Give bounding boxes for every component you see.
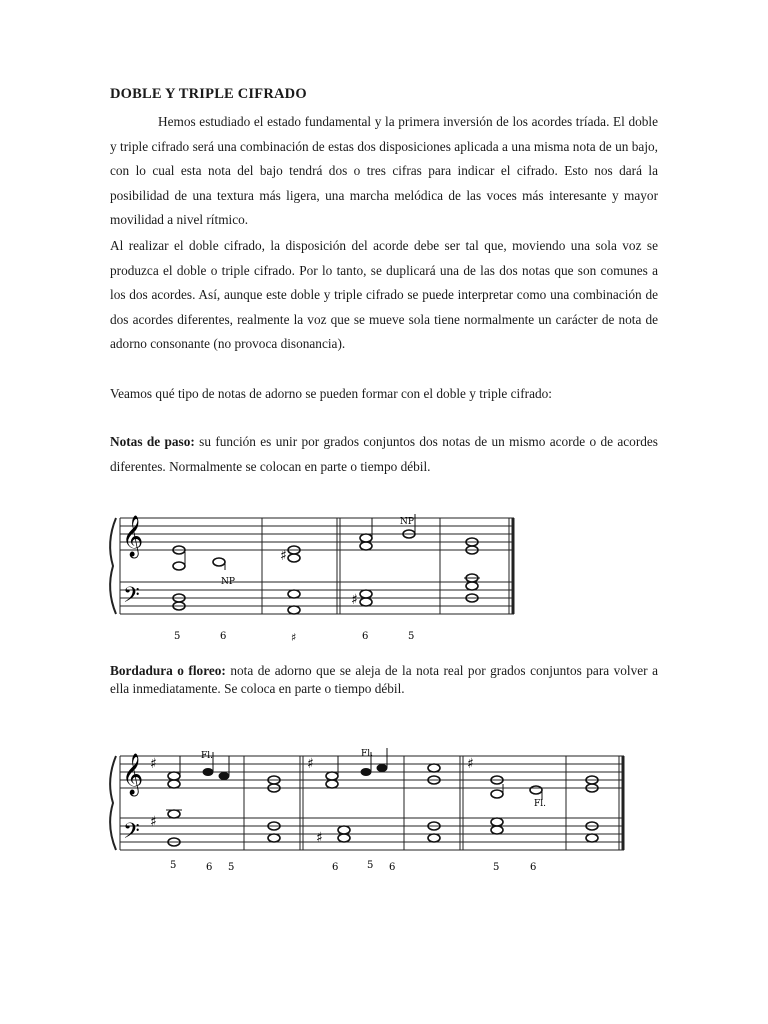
figure: 6: [206, 862, 213, 873]
intro-paragraph-2: Al realizar el doble cifrado, la disposición del acorde debe ser tal que, moviendo una sola voz se produzca el doble o triple cifrado. Por lo tanto, se duplicará una de las dos notas que son comunes a los dos acordes. Así, aunque este doble y triple cifrado se puede interpretar como una combinación de dos acordes diferentes, realmente la voz que se mueve sola tiene normalmente un carácter de nota de adorno consonante (no provoca disonancia).: [110, 238, 658, 352]
bass-clef-icon: 𝄢: [123, 819, 140, 849]
example-neighbor-notes-score: [104, 744, 632, 876]
neighbor-notes-paragraph: Bordadura o floreo: nota de adorno que se aleja de la nota real por grados conjuntos para volver a ella inmediatamente. Se coloca en parte o tiempo débil.: [110, 663, 658, 696]
bass-clef-icon: 𝄢: [123, 583, 140, 613]
key-signature-sharp: ♯: [307, 756, 314, 772]
figure: 6: [362, 631, 369, 642]
example-passing-notes-score: [104, 504, 518, 650]
passing-notes-paragraph: Notas de paso: su función es unir por grados conjuntos dos notas de un mismo acorde o de acordes diferentes. Normalmente se colocan en parte o tiempo débil.: [110, 434, 658, 474]
page-title: DOBLE Y TRIPLE CIFRADO: [110, 86, 307, 102]
figure: 5: [408, 631, 415, 642]
annotation-np: NP: [400, 517, 414, 527]
figure: 5: [170, 860, 177, 871]
intro-paragraph-3: Veamos qué tipo de notas de adorno se pueden formar con el doble y triple cifrado:: [110, 386, 552, 401]
figure: 6: [220, 631, 227, 642]
annotation-fl: Fl.: [534, 799, 546, 809]
annotation-np: NP: [221, 577, 235, 587]
figure: 6: [332, 862, 339, 873]
figure: 6: [530, 862, 537, 873]
figure: 6: [389, 862, 396, 873]
intro-paragraph-1: Hemos estudiado el estado fundamental y la primera inversión de los acordes tríada. El doble y triple cifrado será una combinación de estas dos disposiciones aplicada a una misma nota de un bajo, con lo cual esta nota del bajo tendrá dos o tres cifras para indicar el cifrado. Esto nos dará la posibilidad de una textura más ligera, una marcha melódica de las voces más interesante y mayor movilidad a nivel rítmico.: [110, 114, 658, 228]
treble-clef-icon: 𝄞: [122, 754, 144, 795]
figure: 5: [174, 631, 181, 642]
neighbor-notes-term: Bordadura o floreo:: [110, 663, 226, 678]
key-signature-sharp: ♯: [150, 814, 157, 830]
treble-clef-icon: 𝄞: [122, 516, 144, 557]
figure: ♯: [291, 631, 297, 644]
annotation-fl: Fl.: [201, 751, 213, 761]
sharp-accidental: ♯: [280, 548, 287, 564]
sharp-accidental: ♯: [316, 830, 323, 846]
key-signature-sharp: ♯: [150, 756, 157, 772]
figure: 5: [228, 862, 235, 873]
figure: 5: [493, 862, 500, 873]
key-signature-sharp: ♯: [467, 756, 474, 772]
sharp-accidental: ♯: [351, 592, 358, 608]
annotation-fl: Fl.: [361, 749, 373, 759]
passing-notes-term: Notas de paso:: [110, 434, 195, 449]
figure: 5: [367, 860, 374, 871]
